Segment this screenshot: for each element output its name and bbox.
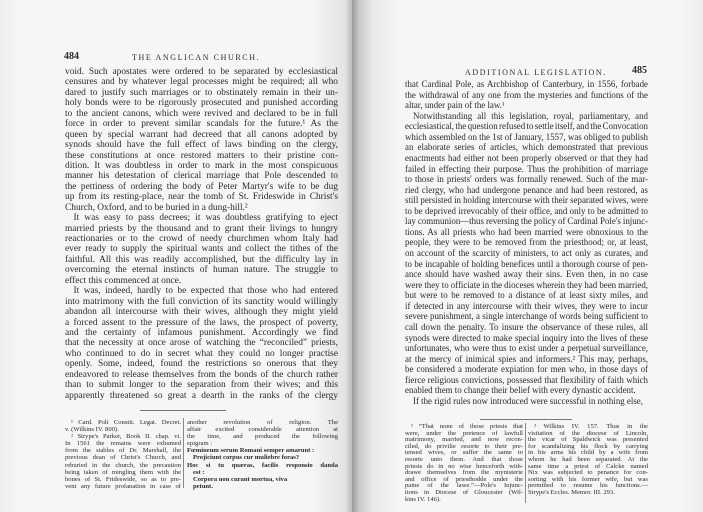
running-head: THE ANGLICAN CHURCH. xyxy=(132,53,261,62)
text-line: synods should have the full effect of laws binding on the clergy, xyxy=(65,140,338,151)
text-line: resorte unto them. And that those xyxy=(405,455,523,463)
text-line: queen by special warrant had decreed that all canons adopted by xyxy=(65,129,338,140)
text-line: ance should have washed away their sins. Even then, in no case xyxy=(405,269,648,280)
text-line: from the stables of Dr. Marshall, the xyxy=(65,447,181,455)
text-line: petunt. xyxy=(192,482,213,490)
text-line: Projiciunt corpus cur muliebre foras? xyxy=(192,454,300,462)
text-line: to be incapable of holding benefices until a thorough course of pen- xyxy=(405,258,648,269)
text-line: In 1561 the remains were exhumed xyxy=(65,440,181,448)
text-line: kins IV. 146). xyxy=(405,495,441,503)
text-line: Notwithstanding all this legislation, royal, parliamentary, and xyxy=(413,110,648,121)
text-line: that Cardinal Pole, as Archbishop of Canterbury, in 1556, forbade xyxy=(405,79,648,89)
text-line: paine of the lawe.”—Pole's Injunc- xyxy=(405,482,523,490)
text-line: these constitutions at once restored matters to their pristine con- xyxy=(65,150,338,161)
text-line: at the mercy of inimical spies and informers.² This may, perhaps, xyxy=(405,353,648,364)
text-line: up from its resting-place, near the tomb of St. Frideswide in Christ's xyxy=(65,192,338,203)
text-line: than to submit longer to the separation from their wives; and this xyxy=(65,380,338,391)
text-line: holy bonds were to be rigorously prosecuted and punished according xyxy=(65,98,338,109)
text-line: visitation of the diocese of Lincoln, xyxy=(528,429,648,437)
text-line: severe punishment, a single interchange of words being sufficient to xyxy=(405,311,648,322)
footnote-column-divider xyxy=(525,423,526,503)
text-line: to be deprived irrevocably of their office, and only to be admitted to xyxy=(405,205,648,216)
page-number: 485 xyxy=(632,65,647,76)
text-line: permitted to resume his functions.— xyxy=(528,482,648,490)
footnote-rule xyxy=(480,419,572,420)
text-line: but were to be removed to a distance of at least sixty miles, and xyxy=(405,290,648,301)
running-head: ADDITIONAL LEGISLATION. xyxy=(465,68,607,77)
text-line: enactments had either not been properly observed or that they had xyxy=(405,152,648,163)
text-line: dared to justify such marriages or to obstinately remain in their un- xyxy=(65,87,338,98)
text-line: v. (Wilkins IV. 800). xyxy=(65,426,119,434)
footnotes-column-2 xyxy=(528,424,648,497)
text-line: same time a priest of Calcke named xyxy=(528,462,648,470)
text-line: matrimony, married, and now recon- xyxy=(405,436,523,444)
text-line: being taken of mingling them with the xyxy=(65,468,181,476)
text-line: Nix was subjected to penance for con- xyxy=(528,469,648,477)
text-line: whom he had been separated. At the xyxy=(528,455,648,463)
text-line: If the rigid rules now introduced were successful in nothing else, xyxy=(413,395,643,406)
text-line: lay communion—thus reversing the policy of Cardinal Pole's injunc- xyxy=(405,216,648,227)
text-line: unfortunates, who were thus to exist under a perpetual surveillance, xyxy=(405,343,648,354)
footnote-rule xyxy=(140,410,226,411)
text-line: reburied in the church, the precaution xyxy=(65,461,181,469)
text-line: to the ancient canons, which were revived and declared to be in full xyxy=(65,108,338,119)
text-line: were they to officiate in the dioceses wherein they had been married, xyxy=(405,279,648,290)
text-line: Church, Oxford, and to be buried in a dung-hill.² xyxy=(65,202,248,213)
text-line: married priests by the thousand and to grant their livings to hungry xyxy=(65,223,338,234)
text-line: an elaborate series of articles, which demonstrated that previous xyxy=(405,142,648,153)
footnotes-column-1 xyxy=(405,424,523,503)
text-line: sorting with his former wife, but was xyxy=(528,475,648,483)
text-line: epigram : xyxy=(187,440,213,448)
page-number: 484 xyxy=(64,51,79,62)
text-line: ecclesiastical, the question refused to settle itself, and the Convocation xyxy=(405,121,648,132)
text-line: endeavored to release themselves from the bonds of the church rather xyxy=(65,369,338,380)
text-line: to those in priests' orders was formally renewed. Such of the mar- xyxy=(405,174,648,185)
text-line: bones of St. Frideswide, so as to pre- xyxy=(65,475,181,483)
text-line: altar, under pain of the law.¹ xyxy=(405,100,505,111)
text-line: void. Such apostates were ordered to be separated by ecclesiastical xyxy=(65,67,338,77)
text-line: drawe themselves from the mynisterie xyxy=(405,469,523,477)
text-line: Strype's Eccles. Memor. III. 293. xyxy=(528,488,615,496)
text-line: call down the penalty. To insure the observance of these rules, all xyxy=(405,321,648,332)
text-line: ¹ Card. Poli Constit. Legat. Decret. xyxy=(70,419,181,426)
text-line: and the certainty of infamous punishment. Accordingly we find xyxy=(65,327,338,338)
footnotes-column-2 xyxy=(187,419,338,490)
text-line: if detected in any intercourse with their wives, they were to incur xyxy=(405,300,648,311)
text-line: manner his detestation of clerical marriage that Pole descended to xyxy=(65,171,338,182)
text-line: that the necessity at once arose of watching the “reconciled” priests, xyxy=(65,338,338,349)
text-line: on account of the scarcity of ministers, to act only as curates, and xyxy=(405,248,648,258)
text-line: a forced assent to the pressure of the laws, the prospect of poverty, xyxy=(65,317,338,328)
text-line: force in order to prevent similar scandals for the future.¹ As the xyxy=(65,119,338,130)
text-line: tensed wives, or suffer the same to xyxy=(405,449,523,457)
text-line: still persisted in holding intercourse with their separated wives, were xyxy=(405,195,648,206)
text-line: Hoc si tu quæras, facilis responsio danda xyxy=(187,461,338,469)
text-line: ² Strype's Parker, Book II. chap. vi. xyxy=(70,433,181,441)
text-line: vent any future profanation in case of xyxy=(65,482,181,490)
text-line: It was easy to pass decrees; it was doubtless gratifying to eject xyxy=(73,213,338,224)
right-page xyxy=(352,0,703,512)
text-line: Corpora non curant mortua, viva xyxy=(192,475,288,483)
text-line: the withdrawal of any one from the mysteries and functions of the xyxy=(405,89,648,100)
text-line: faithful. All this was readily accomplished, but the difficulty lay in xyxy=(65,254,338,265)
text-line: ² Wilkins IV. 157. Thus in the xyxy=(533,423,648,430)
text-line: ried clergy, who had undergone penance and had been restored, as xyxy=(405,184,648,195)
text-line: ciled, do privilie resorte to their pre- xyxy=(405,442,523,450)
text-line: priests do in no wise henceforth with- xyxy=(405,462,523,470)
text-line: failed in effecting their purpose. Thus the prohibition of marriage xyxy=(405,163,648,174)
text-line: the vicar of Spaldwick was presented xyxy=(528,436,648,444)
text-line: the time, and produced the following xyxy=(187,433,338,441)
text-line: for scandalizing his flock by carrying xyxy=(528,442,648,450)
text-line: and office of priesthodde under the xyxy=(405,475,523,483)
text-line: affair excited considerable attention at xyxy=(187,426,338,434)
text-line: overcoming the eternal instincts of human nature. The struggle to xyxy=(65,265,338,276)
text-line: people, they were to be removed from the priesthood; or, at least, xyxy=(405,237,648,248)
text-line: the pettiness of ordering the body of Peter Martyr's wife to be dug xyxy=(65,181,338,192)
text-line: ¹ “That none of those priests that xyxy=(410,423,523,430)
footnotes-column-1 xyxy=(65,419,181,490)
text-line: in his arms his child by a wife from xyxy=(528,449,648,457)
text-line: enabled them to change their belief with every dynastic accident. xyxy=(405,385,636,396)
text-line: censures and by whatever legal processes might be required; all who xyxy=(65,77,338,88)
text-line: were, under the pretence of lawfull xyxy=(405,429,523,437)
text-line: be considered a moderate expiation for men who, in those days of xyxy=(405,364,648,375)
text-line: tions. As all priests who had been married were obnoxious to the xyxy=(405,226,648,237)
body-text xyxy=(65,67,338,401)
text-line: ever ready to supply the spiritual wants and collect the tithes of the xyxy=(65,244,338,255)
text-line: fierce religious convictions, possessed that flexibility of faith which xyxy=(405,374,648,385)
text-line: apparently threatened so great a dearth in the ranks of the clergy xyxy=(65,390,338,401)
text-line: into matrimony with the full conviction of its sanctity would willingly xyxy=(65,296,338,307)
text-line: previous dean of Christ's Church, and xyxy=(65,454,181,462)
text-line: tions in Diocese of Gloucester (Wil- xyxy=(405,488,523,496)
text-line: reactionaries or to the crowd of needy churchmen whom Italy had xyxy=(65,234,338,244)
text-line: which assembled on the 1st of January, 1557, was obliged to publish xyxy=(405,131,648,142)
footnote-column-divider xyxy=(183,418,184,488)
text-line: It was, indeed, hardly to be expected that those who had entered xyxy=(73,286,338,297)
text-line: who continued to do in secret what they could no longer practise xyxy=(65,348,338,359)
text-line: openly. Some, indeed, found the restrictions so onerous that they xyxy=(65,359,338,370)
text-line: synods were directed to make special inquiry into the lives of these xyxy=(405,332,648,343)
text-line: Fœmineum serum Romani semper amarunt : xyxy=(187,447,315,455)
text-line: est : xyxy=(192,468,205,476)
body-text xyxy=(405,79,648,406)
text-line: another revolution of religion. The xyxy=(187,419,338,426)
text-line: dition. It was doubtless in order to mark in the most conspicuous xyxy=(65,160,338,171)
text-line: effect this commenced at once. xyxy=(65,275,182,286)
text-line: abandon all intercourse with their wives, although they might yield xyxy=(65,307,338,318)
